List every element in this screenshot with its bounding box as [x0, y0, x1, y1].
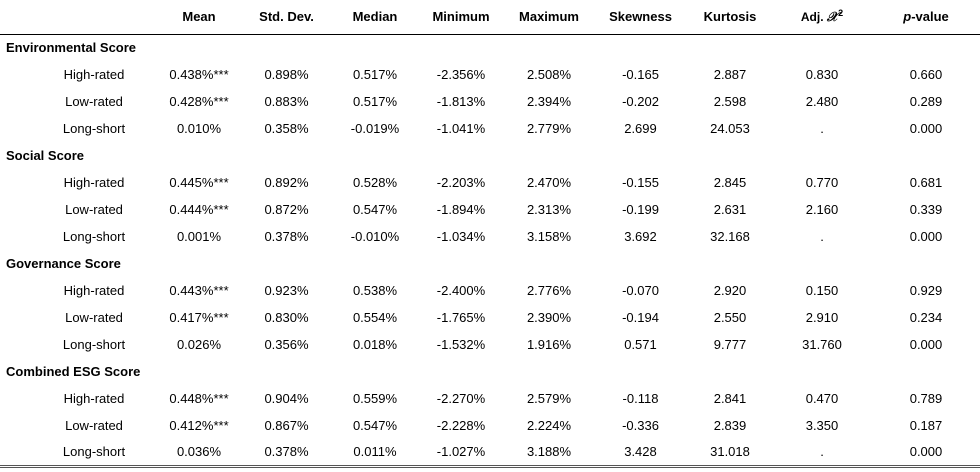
cell-adj-chi2: 2.480: [805, 94, 839, 109]
header-blank: [0, 0, 158, 34]
cell-maximum: 1.916%: [526, 337, 572, 352]
cell-median: 0.547%: [352, 202, 398, 217]
cell-std-dev: 0.883%: [264, 94, 309, 109]
cell-maximum: 2.470%: [526, 175, 572, 190]
cell-mean: 0.445%***: [169, 175, 229, 190]
cell-mean: 0.412%***: [169, 418, 229, 433]
table-body: [0, 34, 980, 466]
cell-kurtosis: 2.598: [713, 94, 747, 109]
cell-mean: 0.036%: [158, 439, 240, 466]
cell-adj-chi2: .: [772, 439, 872, 466]
row-label: High-rated: [63, 175, 125, 190]
row-label: Long-short: [0, 439, 158, 466]
cell-pvalue: 0.929: [909, 283, 943, 298]
cell-adj-chi2: .: [820, 229, 824, 244]
group-header-row: [0, 358, 980, 385]
table-header: [0, 0, 980, 34]
cell-skewness: -0.118: [622, 391, 659, 406]
cell-median: 0.018%: [352, 337, 398, 352]
table-row: [0, 169, 980, 196]
cell-std-dev: 0.378%: [240, 439, 333, 466]
row-label: Long-short: [62, 121, 126, 136]
header-minimum: Minimum: [417, 0, 505, 34]
cell-mean: 0.443%***: [169, 283, 229, 298]
row-label: High-rated: [63, 67, 125, 82]
group-label: Governance Score: [6, 256, 121, 271]
cell-std-dev: 0.923%: [264, 283, 309, 298]
cell-maximum: 2.579%: [526, 391, 572, 406]
cell-median: 0.528%: [352, 175, 398, 190]
cell-skewness: -0.199: [622, 202, 659, 217]
group-label: Environmental Score: [6, 40, 137, 56]
cell-std-dev: 0.378%: [264, 229, 309, 244]
cell-minimum: -1.765%: [436, 310, 486, 325]
cell-skewness: 3.428: [593, 439, 688, 466]
row-label: High-rated: [63, 283, 125, 298]
cell-median: -0.019%: [350, 121, 400, 136]
cell-pvalue: 0.339: [909, 202, 943, 217]
cell-kurtosis: 2.550: [713, 310, 747, 325]
cell-adj-chi2: 0.830: [805, 67, 839, 82]
cell-maximum: 2.776%: [526, 283, 572, 298]
cell-pvalue: 0.289: [909, 94, 943, 109]
cell-minimum: -2.203%: [436, 175, 486, 190]
header-kurtosis: Kurtosis: [688, 0, 772, 34]
cell-pvalue: 0.681: [909, 175, 943, 190]
row-label: Low-rated: [65, 202, 123, 217]
cell-adj-chi2: 0.470: [805, 391, 839, 406]
header-median: Median: [333, 0, 417, 34]
cell-std-dev: 0.867%: [264, 418, 309, 433]
cell-kurtosis: 2.920: [713, 283, 747, 298]
cell-skewness: -0.336: [622, 418, 659, 433]
table-row: [0, 196, 980, 223]
header-adj-chi2-symbol: 𝒳: [826, 10, 839, 26]
table-row: [0, 88, 980, 115]
cell-kurtosis: 24.053: [710, 121, 750, 136]
header-adj-chi2-prefix: Adj.: [800, 10, 824, 25]
cell-minimum: -1.041%: [436, 121, 486, 136]
header-maximum: Maximum: [505, 0, 593, 34]
cell-mean: 0.001%: [176, 229, 222, 244]
group-header-row: [0, 250, 980, 277]
cell-minimum: -1.894%: [436, 202, 486, 217]
cell-skewness: -0.070: [622, 283, 659, 298]
table-row: [0, 412, 980, 439]
row-label: Long-short: [62, 229, 126, 244]
cell-kurtosis: 32.168: [710, 229, 750, 244]
cell-mean: 0.026%: [176, 337, 222, 352]
cell-mean: 0.428%***: [169, 94, 229, 109]
table-row: [0, 277, 980, 304]
header-adj-chi2-superscript: 2: [838, 8, 844, 19]
cell-minimum: -1.813%: [436, 94, 486, 109]
row-label: Long-short: [62, 337, 126, 352]
header-mean: Mean: [158, 0, 240, 34]
header-adj-chi2: [772, 0, 872, 34]
cell-kurtosis: 2.841: [713, 391, 747, 406]
cell-median: 0.547%: [352, 418, 398, 433]
cell-minimum: -2.270%: [436, 391, 486, 406]
cell-pvalue: 0.000: [909, 229, 943, 244]
cell-kurtosis: 2.839: [713, 418, 747, 433]
group-label: Combined ESG Score: [6, 364, 141, 379]
cell-minimum: -2.356%: [436, 67, 486, 82]
cell-kurtosis: 31.018: [688, 439, 772, 466]
cell-median: 0.559%: [352, 391, 398, 406]
group-header-row: [0, 34, 980, 61]
table-row: [0, 385, 980, 412]
cell-maximum: 2.508%: [526, 67, 572, 82]
cell-adj-chi2: 0.770: [805, 175, 839, 190]
table-row: [0, 304, 980, 331]
cell-maximum: 2.779%: [526, 121, 572, 136]
cell-mean: 0.417%***: [169, 310, 229, 325]
cell-maximum: 2.313%: [526, 202, 572, 217]
cell-median: 0.554%: [352, 310, 398, 325]
cell-pvalue: 0.660: [909, 67, 943, 82]
cell-kurtosis: 2.631: [713, 202, 747, 217]
group-label: Social Score: [6, 148, 85, 163]
cell-kurtosis: 2.845: [713, 175, 747, 190]
cell-pvalue: 0.187: [909, 418, 943, 433]
cell-pvalue: 0.234: [909, 310, 943, 325]
cell-std-dev: 0.872%: [264, 202, 309, 217]
cell-skewness: -0.165: [622, 67, 659, 82]
cell-minimum: -2.400%: [436, 283, 486, 298]
cell-adj-chi2: .: [820, 121, 824, 136]
row-label: High-rated: [63, 391, 125, 406]
cell-maximum: 2.224%: [526, 418, 572, 433]
cell-adj-chi2: 0.150: [805, 283, 839, 298]
cell-minimum: -1.034%: [436, 229, 486, 244]
cell-maximum: 3.188%: [505, 439, 593, 466]
cell-adj-chi2: 31.760: [802, 337, 842, 352]
cell-kurtosis: 2.887: [713, 67, 747, 82]
cell-median: 0.517%: [352, 94, 398, 109]
cell-maximum: 2.394%: [526, 94, 572, 109]
cell-minimum: -1.027%: [417, 439, 505, 466]
row-label: Low-rated: [65, 310, 123, 325]
cell-std-dev: 0.904%: [264, 391, 309, 406]
cell-skewness: 0.571: [624, 337, 657, 352]
row-label: Low-rated: [65, 418, 123, 433]
table-row: [0, 223, 980, 250]
cell-maximum: 2.390%: [526, 310, 572, 325]
cell-minimum: -2.228%: [436, 418, 486, 433]
cell-std-dev: 0.892%: [264, 175, 309, 190]
cell-maximum: 3.158%: [526, 229, 572, 244]
header-pvalue-rest: -value: [911, 9, 949, 25]
cell-std-dev: 0.356%: [264, 337, 309, 352]
cell-mean: 0.438%***: [169, 67, 229, 82]
group-header-row: [0, 142, 980, 169]
cell-skewness: -0.155: [622, 175, 659, 190]
cell-adj-chi2: 2.160: [805, 202, 839, 217]
cell-median: -0.010%: [350, 229, 400, 244]
cell-std-dev: 0.358%: [264, 121, 309, 136]
cell-adj-chi2: 2.910: [805, 310, 839, 325]
table-row: [0, 115, 980, 142]
cell-median: 0.538%: [352, 283, 398, 298]
table-row: [0, 331, 980, 358]
cell-std-dev: 0.830%: [264, 310, 309, 325]
cell-mean: 0.448%***: [169, 391, 229, 406]
header-pvalue-p: p: [903, 9, 912, 25]
cell-mean: 0.010%: [176, 121, 222, 136]
cell-skewness: 3.692: [624, 229, 657, 244]
header-std-dev: Std. Dev.: [240, 0, 333, 34]
cell-minimum: -1.532%: [436, 337, 486, 352]
cell-pvalue: 0.789: [909, 391, 943, 406]
row-label: Low-rated: [65, 94, 123, 109]
cell-std-dev: 0.898%: [264, 67, 309, 82]
cell-mean: 0.444%***: [169, 202, 229, 217]
cell-median: 0.011%: [333, 439, 417, 466]
cell-skewness: -0.202: [622, 94, 659, 109]
cell-pvalue: 0.000: [909, 337, 943, 352]
cell-kurtosis: 9.777: [713, 337, 747, 352]
table-row: [0, 61, 980, 88]
header-row: [0, 0, 980, 34]
cell-skewness: -0.194: [622, 310, 659, 325]
cell-pvalue: 0.000: [909, 121, 943, 136]
header-skewness: Skewness: [593, 0, 688, 34]
cell-adj-chi2: 3.350: [805, 418, 839, 433]
cell-pvalue: 0.000: [872, 439, 980, 466]
header-pvalue: [872, 0, 980, 34]
cell-skewness: 2.699: [624, 121, 657, 136]
table-row: [0, 439, 980, 466]
cell-median: 0.517%: [352, 67, 398, 82]
